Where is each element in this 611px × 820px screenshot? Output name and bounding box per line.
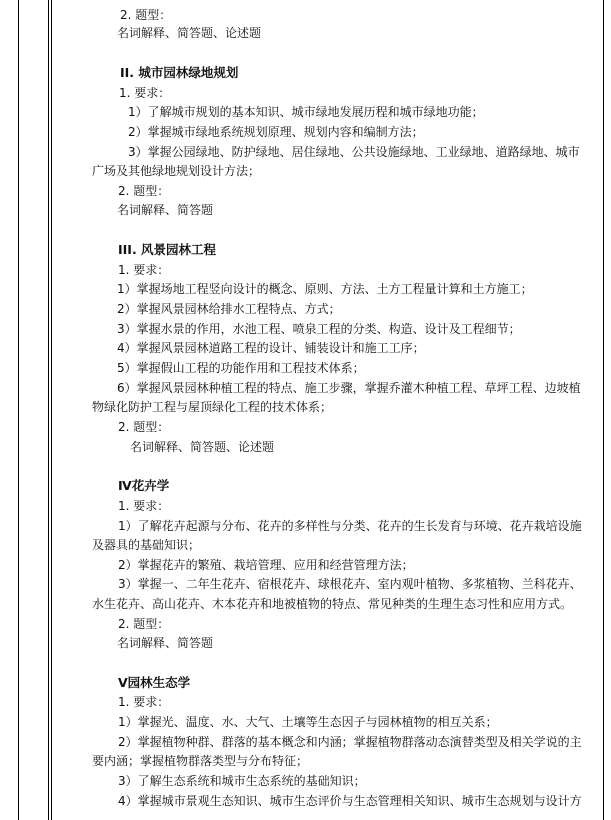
section-iii-item-6: 6）掌握风景园林种植工程的特点、施工步骤，掌握乔灌木种植工程、草坪工程、边坡植 [117,381,581,395]
section-v-item-2: 2）掌握植物种群、群落的基本概念和内涵；掌握植物群落动态演替类型及相关学说的主 [118,735,582,749]
top-topic-value: 名词解释、简答题、论述题 [117,26,262,40]
top-topic-label: 2. 题型： [120,8,172,22]
section-iii-topic-label: 2. 题型： [118,420,170,434]
section-ii-item-1: 1）了解城市规划的基本知识、城市绿地发展历程和城市绿地功能； [128,105,484,119]
section-iv-topic-label: 2. 题型： [118,617,170,631]
table-border-left [18,0,19,820]
section-iv-item-1-cont: 及器具的基础知识； [92,538,201,552]
section-v-item-2-cont: 要内涵；掌握植物群落类型与分布特征； [92,754,309,768]
section-iii-item-6-cont: 物绿化防护工程与屋顶绿化工程的技术体系； [92,400,333,414]
section-v-req-label: 1. 要求： [118,695,170,709]
section-iv-item-2: 2）掌握花卉的繁殖、栽培管理、应用和经营管理方法； [118,558,414,572]
table-border-inner-1 [48,0,49,820]
section-iii-item-2: 2）掌握风景园林给排水工程特点、方式； [117,302,341,316]
section-iv-topic-value: 名词解释、简答题 [117,636,214,650]
section-v-item-3: 3）了解生态系统和城市生态系统的基础知识； [118,774,366,788]
section-ii-topic-value: 名词解释、简答题 [117,203,214,217]
section-ii-item-3: 3）掌握公园绿地、防护绿地、居住绿地、公共设施绿地、工业绿地、道路绿地、城市 [128,145,580,159]
section-iii-item-3: 3）掌握水景的作用，水池工程、喷泉工程的分类、构造、设计及工程细节； [117,322,521,336]
section-iv-item-1: 1）了解花卉起源与分布、花卉的多样性与分类、花卉的生长发育与环境、花卉栽培设施 [118,519,582,533]
section-ii-topic-label: 2. 题型： [118,184,170,198]
section-iii-item-4: 4）掌握风景园林道路工程的设计、铺装设计和施工工序； [117,341,425,355]
section-iii-item-1: 1）掌握场地工程竖向设计的概念、原则、方法、土方工程量计算和土方施工； [117,282,533,296]
section-ii-req-label: 1. 要求： [119,86,171,100]
section-v-item-1: 1）掌握光、温度、水、大气、土壤等生态因子与园林植物的相互关系； [118,715,498,729]
section-ii-title: II. 城市园林绿地规划 [120,65,239,80]
section-iii-item-5: 5）掌握假山工程的功能作用和工程技术体系； [117,361,365,375]
section-iii-req-label: 1. 要求： [118,263,170,277]
table-border-right [603,0,604,820]
section-v-item-4: 4）掌握城市景观生态知识、城市生态评价与生态管理相关知识、城市生态规划与设计方 [118,794,582,808]
section-ii-item-3-cont: 广场及其他绿地规划设计方法； [92,164,261,178]
section-iii-title: III. 风景园林工程 [118,242,217,257]
section-iii-topic-value: 名词解释、简答题、论述题 [130,440,275,454]
section-iv-title: Ⅳ花卉学 [118,478,170,493]
section-iv-item-3: 3）掌握一、二年生花卉、宿根花卉、球根花卉、室内观叶植物、多浆植物、兰科花卉、 [118,577,582,591]
table-border-inner-2 [51,0,52,820]
section-ii-item-2: 2）掌握城市绿地系统规划原理、规划内容和编制方法； [128,125,424,139]
section-iv-item-3-cont: 水生花卉、高山花卉、木本花卉和地被植物的特点、常见种类的生理生态习性和应用方式。 [92,597,573,611]
section-v-title: Ⅴ园林生态学 [118,675,191,690]
section-iv-req-label: 1. 要求： [118,499,170,513]
